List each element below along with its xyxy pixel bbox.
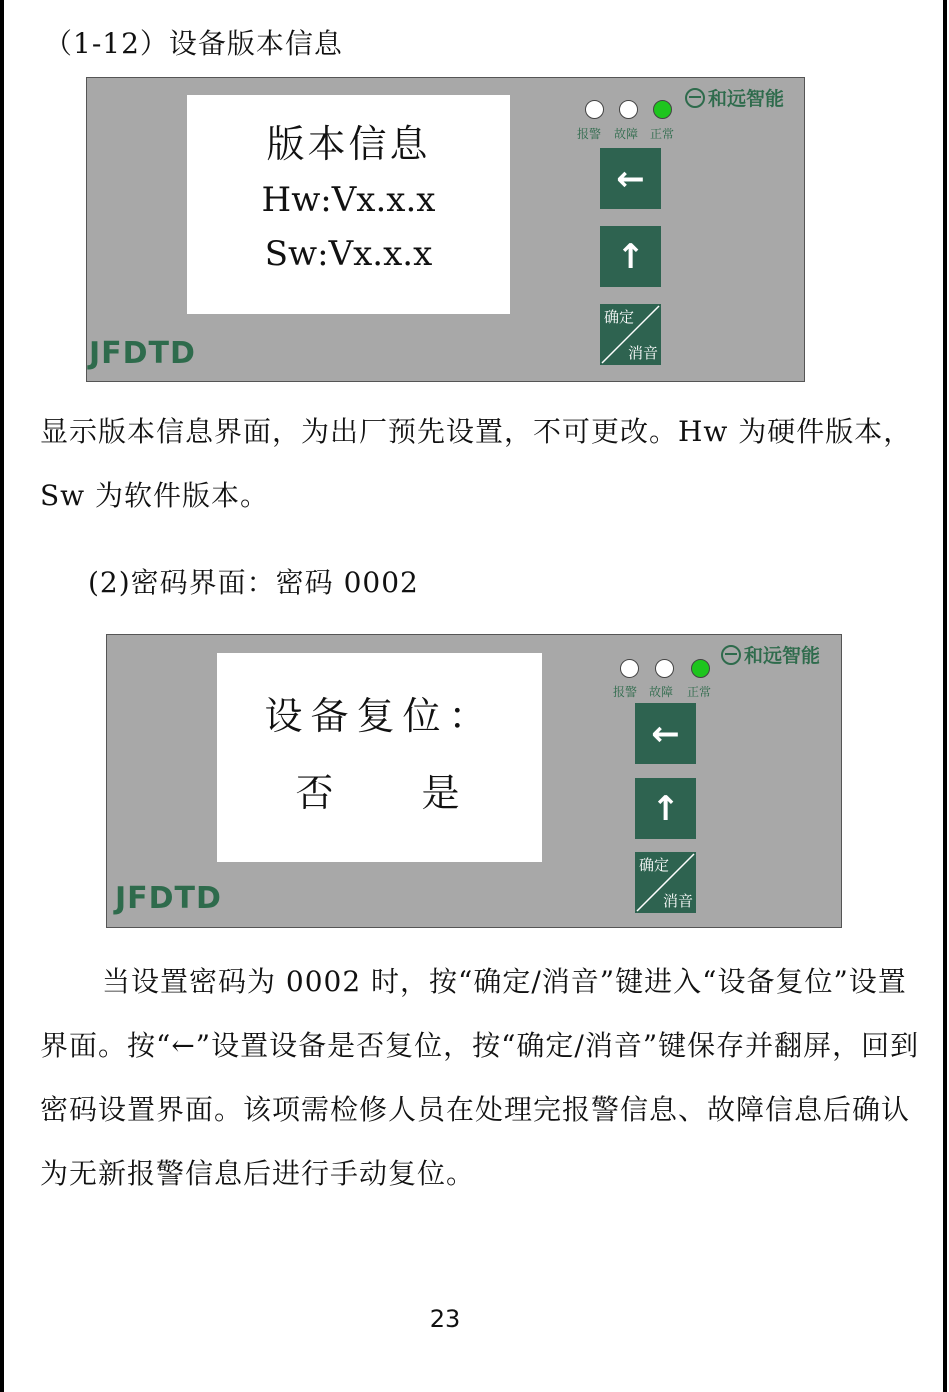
normal-led	[691, 659, 710, 678]
brand-logo	[721, 641, 820, 668]
left-arrow-button[interactable]	[635, 703, 696, 764]
device-panel-reset	[106, 634, 842, 928]
normal-led-label: 正常	[687, 685, 712, 699]
confirm-label: 确定	[639, 856, 670, 874]
brand-name: 和远智能	[708, 88, 785, 110]
lcd-screen	[217, 653, 542, 862]
model-label: JFDTD	[89, 336, 196, 371]
alarm-led-label: 报警	[577, 127, 602, 141]
reset-description: 当设置密码为 0002 时，按“确定/消音”键进入“设备复位”设置界面。按“←”设置设备是否复位，按“确定/消音”键保存并翻屏，回到密码设置界面。该项需检修人员在处理完报警信息、故障信息后确认为无新报警信息后进行手动复位。	[40, 965, 920, 1190]
mute-label: 消音	[662, 892, 693, 910]
brand-name: 和远智能	[744, 645, 821, 667]
alarm-led	[585, 100, 604, 119]
screen-yes-no-options: 否 是	[295, 771, 464, 815]
alarm-led-label: 报警	[613, 685, 638, 699]
page-border-right	[943, 0, 947, 1392]
screen-reset-prompt: 设备复位：	[264, 694, 495, 738]
normal-led	[653, 100, 672, 119]
model-label: JFDTD	[115, 881, 222, 916]
section-heading-password: (2)密码界面：密码 0002	[88, 566, 419, 599]
up-arrow-icon: ↑	[651, 788, 680, 829]
confirm-mute-button[interactable]	[635, 852, 696, 913]
confirm-mute-button[interactable]	[600, 304, 661, 365]
fault-led-label: 故障	[614, 127, 639, 141]
screen-sw-version: Sw:Vx.x.x	[264, 234, 433, 274]
device-panel-version	[86, 77, 805, 382]
alarm-led	[620, 659, 639, 678]
normal-led-label: 正常	[650, 127, 675, 141]
version-info-description: 显示版本信息界面，为出厂预先设置，不可更改。Hw 为硬件版本，Sw 为软件版本。	[40, 415, 913, 512]
left-arrow-icon: ←	[616, 158, 645, 199]
mute-label: 消音	[627, 344, 658, 362]
up-arrow-icon: ↑	[616, 236, 645, 277]
brand-logo-icon	[721, 645, 741, 665]
screen-hw-version: Hw:Vx.x.x	[261, 180, 436, 220]
lcd-screen	[187, 95, 510, 314]
up-arrow-button[interactable]	[600, 226, 661, 287]
page-number: 23	[429, 1305, 461, 1333]
confirm-label: 确定	[604, 308, 635, 326]
brand-logo-icon	[685, 88, 705, 108]
fault-led	[619, 100, 638, 119]
left-arrow-icon: ←	[651, 713, 680, 754]
brand-logo	[685, 84, 784, 111]
screen-title: 版本信息	[266, 122, 431, 166]
fault-led	[655, 659, 674, 678]
left-arrow-button[interactable]	[600, 148, 661, 209]
section-heading-version-info: （1-12）设备版本信息	[44, 27, 343, 60]
fault-led-label: 故障	[649, 685, 674, 699]
page-border-left	[0, 0, 4, 1392]
up-arrow-button[interactable]	[635, 778, 696, 839]
